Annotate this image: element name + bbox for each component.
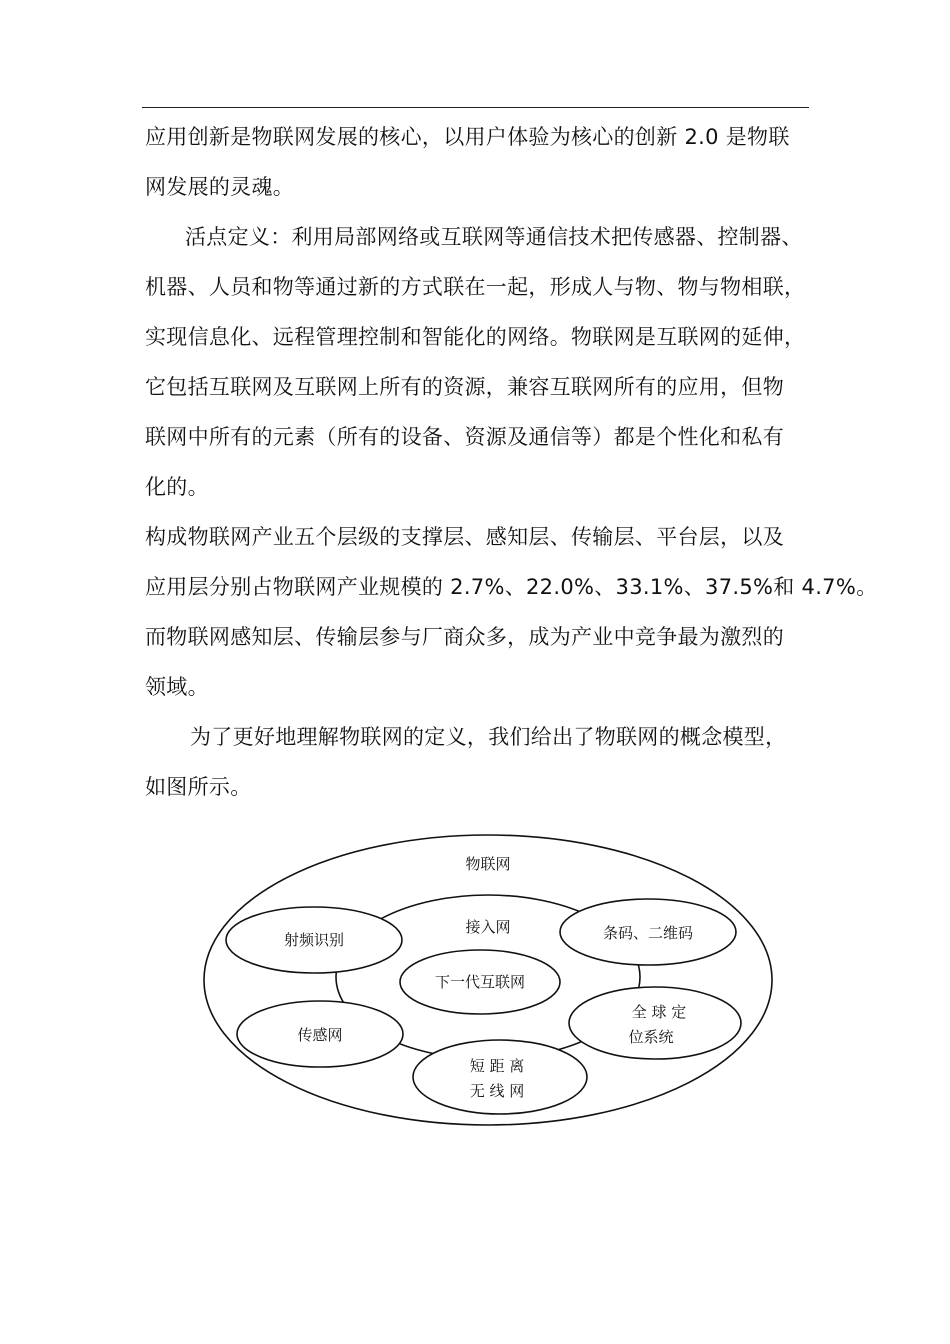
next-gen-internet-label: 下一代互联网 xyxy=(434,973,526,991)
text-line-10: 应用层分别占物联网产业规模的 2.7%、22.0%、33.1%、37.5%和 4.7%。 xyxy=(145,575,878,599)
text-line-4: 机器、人员和物等通过新的方式联在一起，形成人与物、物与物相联， xyxy=(145,275,806,299)
gps-label-line1: 全 球 定 xyxy=(631,1003,687,1021)
outer-label: 物联网 xyxy=(465,855,511,873)
short-range-wireless-ellipse xyxy=(413,1040,587,1114)
sensor-network-label: 传感网 xyxy=(297,1026,343,1044)
text-line-13: 为了更好地理解物联网的定义，我们给出了物联网的概念模型， xyxy=(190,725,787,749)
gps-ellipse xyxy=(569,987,741,1059)
rfid-label: 射频识别 xyxy=(283,931,345,949)
text-line-14: 如图所示。 xyxy=(145,775,252,799)
text-line-2: 网发展的灵魂。 xyxy=(145,175,295,199)
text-line-8: 化的。 xyxy=(145,475,209,499)
text-line-7: 联网中所有的元素（所有的设备、资源及通信等）都是个性化和私有 xyxy=(145,425,784,449)
barcode-label: 条码、二维码 xyxy=(602,924,694,942)
short-range-label-line2: 无 线 网 xyxy=(469,1082,525,1100)
access-network-label: 接入网 xyxy=(465,918,511,936)
text-line-12: 领域。 xyxy=(145,675,209,699)
text-line-1: 应用创新是物联网发展的核心，以用户体验为核心的创新 2.0 是物联 xyxy=(145,125,790,149)
text-line-5: 实现信息化、远程管理控制和智能化的网络。物联网是互联网的延伸， xyxy=(145,325,806,349)
short-range-label-line1: 短 距 离 xyxy=(469,1057,525,1075)
text-line-9: 构成物联网产业五个层级的支撑层、感知层、传输层、平台层，以及 xyxy=(145,525,784,549)
text-line-6: 它包括互联网及互联网上所有的资源，兼容互联网所有的应用，但物 xyxy=(145,375,784,399)
text-line-11: 而物联网感知层、传输层参与厂商众多，成为产业中竞争最为激烈的 xyxy=(145,625,784,649)
text-line-3: 活点定义：利用局部网络或互联网等通信技术把传感器、控制器、 xyxy=(185,225,803,249)
gps-label-line2: 位系统 xyxy=(628,1028,674,1046)
